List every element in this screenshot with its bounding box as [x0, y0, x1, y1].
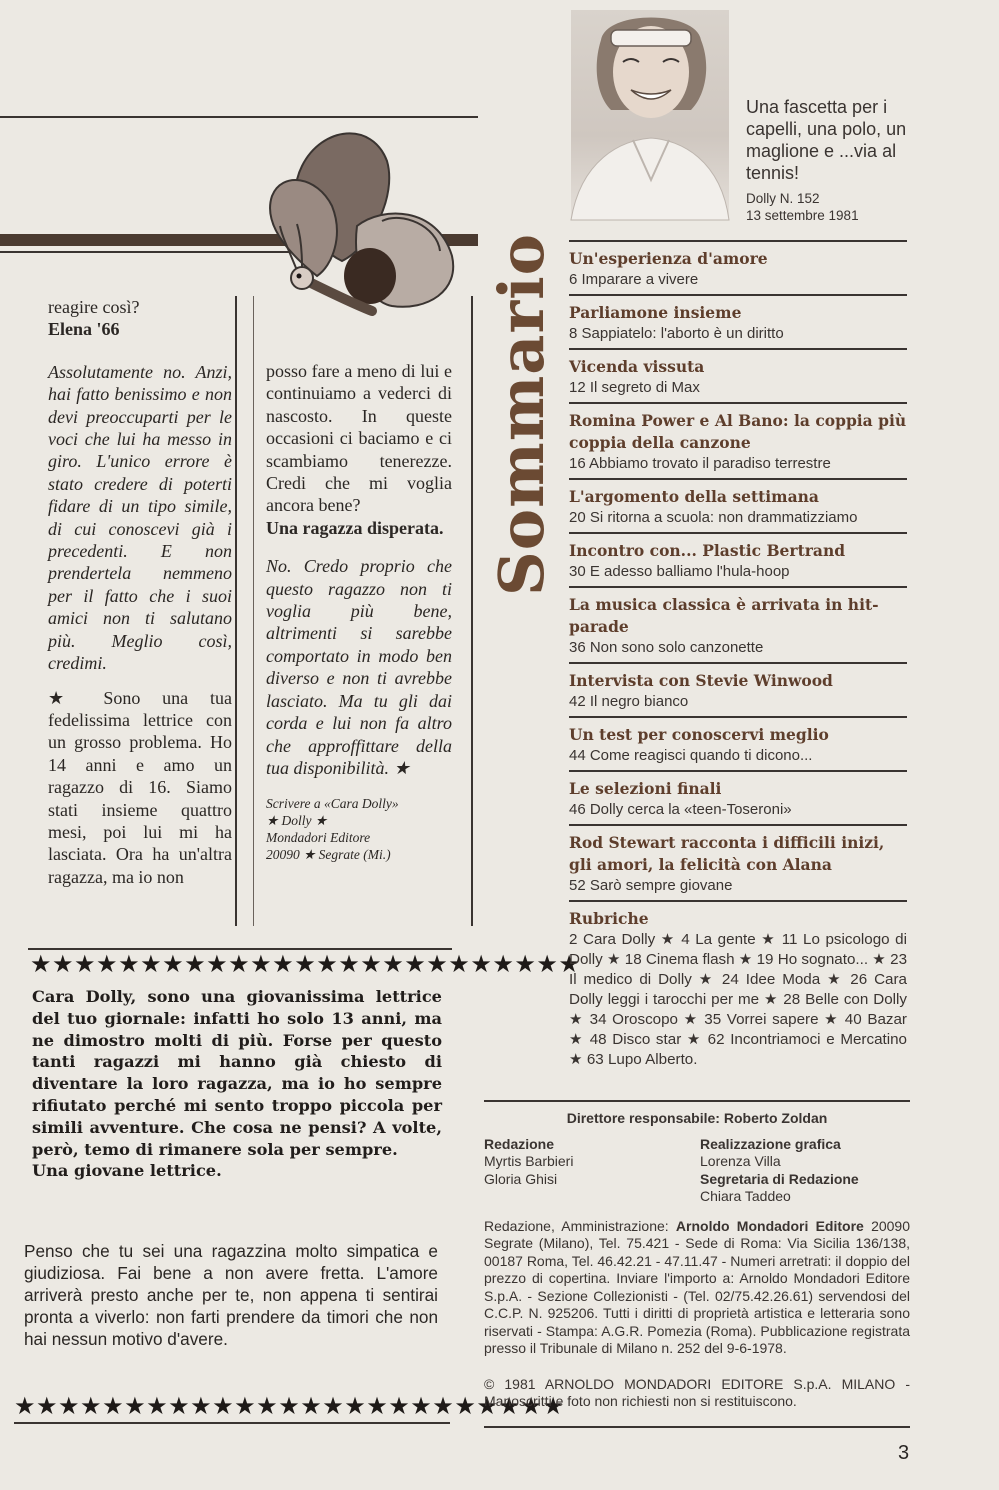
- answer-disperata: No. Credo proprio che questo ragazzo non ti voglia più bene, altrimenti si sarebbe comportato in modo ben diverso e non ti avrebbe lasciato. Ma tu gli dai corda e lui non fa altro che approffittare della tua disponibilità. ★: [266, 556, 452, 778]
- toc-entry[interactable]: [569, 348, 907, 402]
- toc-title: Parliamone insieme: [569, 303, 742, 322]
- sommario-title: [462, 232, 582, 596]
- grafica-label: Realizzazione grafica: [700, 1135, 841, 1152]
- toc-entry[interactable]: [569, 402, 907, 478]
- segreteria-label: Segretaria di Redazione: [700, 1170, 859, 1187]
- masthead-bottom-rule: [484, 1426, 910, 1428]
- toc-rubriche[interactable]: [569, 900, 907, 1074]
- admin-publisher: Arnoldo Mondadori Editore: [675, 1217, 864, 1234]
- toc-entry[interactable]: [569, 586, 907, 662]
- toc-title: Incontro con... Plastic Bertrand: [569, 541, 846, 560]
- segreteria-name: Chiara Taddeo: [700, 1188, 791, 1204]
- address-line: ★ Dolly ★: [266, 813, 327, 829]
- toc-title: L'argomento della settimana: [569, 487, 819, 506]
- toc-page-line: 36 Non sono solo canzonette: [569, 639, 764, 656]
- toc-page-line: 42 Il negro bianco: [569, 693, 689, 710]
- toc-entry[interactable]: [569, 532, 907, 586]
- toc-title: Le selezioni finali: [569, 779, 722, 798]
- toc-page-line: 46 Dolly cerca la «teen-Toseroni»: [569, 801, 792, 818]
- address-line: Mondadori Editore: [266, 830, 371, 846]
- box-answer: Penso che tu sei una ragazzina molto simpatica e giudiziosa. Fai bene a non avere fretta. L'amore arriverà presto anche per te, non appena ti sentirai pronta a viverlo: non farti prendere da timori che non hai nessun motivo d'avere.: [24, 1241, 438, 1349]
- letter-signature-elena: Elena '66: [48, 319, 120, 340]
- cover-meta: [746, 190, 859, 224]
- toc-entry[interactable]: [569, 240, 907, 294]
- masthead-redazione: [484, 1136, 573, 1206]
- box-bottom-rule: [14, 1422, 450, 1424]
- letter-signature-disperata: Una ragazza disperata.: [266, 517, 444, 538]
- page-number: 3: [898, 1442, 910, 1464]
- letters-column-1: [48, 296, 232, 888]
- rubriche-title: Rubriche: [569, 909, 649, 928]
- sommario-title-text: Sommario: [485, 232, 559, 596]
- address-line: 20090 ★ Segrate (Mi.): [266, 847, 391, 863]
- masthead-admin: [484, 1218, 910, 1358]
- toc-title: La musica classica è arrivata in hit-parade: [569, 595, 879, 636]
- toc-page-line: 30 E adesso balliamo l'hula-hoop: [569, 563, 790, 580]
- toc-title: Intervista con Stevie Winwood: [569, 671, 833, 690]
- top-rule: [0, 116, 478, 118]
- masthead-grafica: [700, 1136, 910, 1206]
- letters-column-2: [266, 360, 452, 863]
- box-letter-signature: Una giovane lettrice.: [32, 1161, 222, 1181]
- cover-caption: Una fascetta per i capelli, una polo, un maglione e ...via al tennis!: [746, 97, 907, 183]
- issue-date: 13 settembre 1981: [746, 208, 859, 223]
- toc-entry[interactable]: [569, 824, 907, 900]
- toc-entry[interactable]: [569, 716, 907, 770]
- address-block: [266, 795, 452, 863]
- toc-page-line: 16 Abbiamo trovato il paradiso terrestre: [569, 455, 831, 472]
- admin-prefix: Redazione, Amministrazione:: [484, 1217, 676, 1234]
- redazione-name: Myrtis Barbieri: [484, 1153, 574, 1169]
- letter-disperata-end: posso fare a meno di lui e continuiamo a vederci di nascosto. In queste occasioni ci baciamo e ci scambiamo tenerezze. Credi che mi voglia ancora bene?: [266, 361, 452, 516]
- toc-title: Un test per conoscervi meglio: [569, 725, 829, 744]
- toc-page-line: 44 Come reagisci quando ti dicono...: [569, 747, 813, 764]
- column-left-border: [235, 296, 237, 926]
- grafica-name: Lorenza Villa: [700, 1153, 781, 1169]
- box-star-row-bottom: ★★★★★★★★★★★★★★★★★★★★★★★★★: [14, 1392, 565, 1420]
- toc-page-line: 6 Imparare a vivere: [569, 271, 699, 288]
- box-letter: [32, 986, 442, 1182]
- box-star-row-top: ★★★★★★★★★★★★★★★★★★★★★★★★★: [30, 950, 581, 978]
- toc-page-line: 8 Sappiatelo: l'aborto è un diritto: [569, 325, 784, 342]
- letter-disperata-start: ★ Sono una tua fedelissima lettrice con un grosso problema. Ho 14 anni e amo un ragazzo di 16. Siamo stati insieme quattro mesi, poi lui mi ha lasciata. Ora ha un'altra ragazza, ma io non: [48, 687, 232, 887]
- address-line: Scrivere a «Cara Dolly»: [266, 796, 399, 812]
- band-thin-rule: [0, 251, 300, 253]
- masthead-director: Direttore responsabile: Roberto Zoldan: [566, 1110, 828, 1126]
- redazione-label: Redazione: [484, 1135, 555, 1152]
- issue-number: Dolly N. 152: [746, 191, 820, 206]
- admin-text: 20090 Segrate (Milano), Tel. 75.421 - Sede di Roma: Via Sicilia 136/138, 00187 Roma, Tel. 46.42.21 - 47.11.47 - Numeri arretrati: il doppio del prezzo di copertina. Inviare l'importo a: Arnoldo Mondadori Editore S.p.A. - Sezione Collezionisti - (Tel. 02/75.42.26.61) servendosi del C.C.P. N. 925206. Tutti i diritti di proprietà artistica e letteraria sono riservati - Stampa: A.G.R. Pomezia (Roma). Pubblicazione registrata presso il Tribunale di Milano n. 252 del 9-6-1978.: [484, 1217, 911, 1356]
- toc-title: Vicenda vissuta: [569, 357, 705, 376]
- redazione-name: Gloria Ghisi: [484, 1170, 558, 1187]
- toc-title: Rod Stewart racconta i difficili inizi, gli amori, la felicità con Alana: [569, 833, 885, 874]
- toc-title: Romina Power e Al Bano: la coppia più coppia della canzone: [569, 411, 907, 452]
- letter-question-end: reagire così?: [48, 297, 140, 317]
- cover-photo: [571, 10, 729, 220]
- tennis-girl-portrait: [571, 10, 729, 220]
- toc-entry[interactable]: [569, 662, 907, 716]
- toc-page-line: 12 Il segreto di Max: [569, 379, 700, 396]
- butterfly-illustration: [262, 126, 462, 336]
- toc-entry[interactable]: [569, 770, 907, 824]
- toc-page-line: 20 Si ritorna a scuola: non drammatizziamo: [569, 509, 858, 526]
- toc-page-line: 52 Sarò sempre giovane: [569, 877, 733, 894]
- masthead-staff: [484, 1136, 910, 1206]
- rubriche-list: 2 Cara Dolly ★ 4 La gente ★ 11 Lo psicologo di Dolly ★ 18 Cinema flash ★ 19 Ho sognato... ★ 23 Il medico di Dolly ★ 24 Idee Moda ★ 26 Cara Dolly leggi i tarocchi per me ★ 28 Belle con Dolly ★ 34 Oroscopo ★ 35 Vorrei sapere ★ 40 Bazar ★ 48 Disco star ★ 62 Incontriamoci e Mercatino ★ 63 Lupo Alberto.: [569, 931, 908, 1068]
- table-of-contents: [569, 240, 907, 1074]
- masthead-copyright: © 1981 ARNOLDO MONDADORI EDITORE S.p.A. MILANO - Manoscritti e foto non richiesti non si restituiscono.: [484, 1375, 910, 1409]
- toc-entry[interactable]: [569, 478, 907, 532]
- box-letter-text: Cara Dolly, sono una giovanissima lettrice del tuo giornale: infatti ho solo 13 anni, ma ne dimostro molti di più. Forse per questo tanti ragazzi mi hanno già chiesto di diventare la loro ragazza, ma io ho sempre rifiutato perché mi sento troppo piccola per simili avventure. Che cosa ne pensi? A volte, però, temo di rimanere sola per sempre.: [32, 987, 442, 1159]
- answer-elena: Assolutamente no. Anzi, hai fatto benissimo e non devi preoccuparti per le voci che lui ha messo in giro. L'unico errore è stato credere di poterti fidare di un tipo simile, di cui conoscevi già i precedenti. E non prendertela nemmeno per il fatto che i suoi amici non ti salutano più. Meglio così, credimi.: [48, 361, 232, 674]
- masthead: [484, 1110, 910, 1411]
- masthead-top-rule: [484, 1100, 910, 1102]
- column-divider: [253, 296, 254, 926]
- toc-entry[interactable]: [569, 294, 907, 348]
- toc-title: Un'esperienza d'amore: [569, 249, 768, 268]
